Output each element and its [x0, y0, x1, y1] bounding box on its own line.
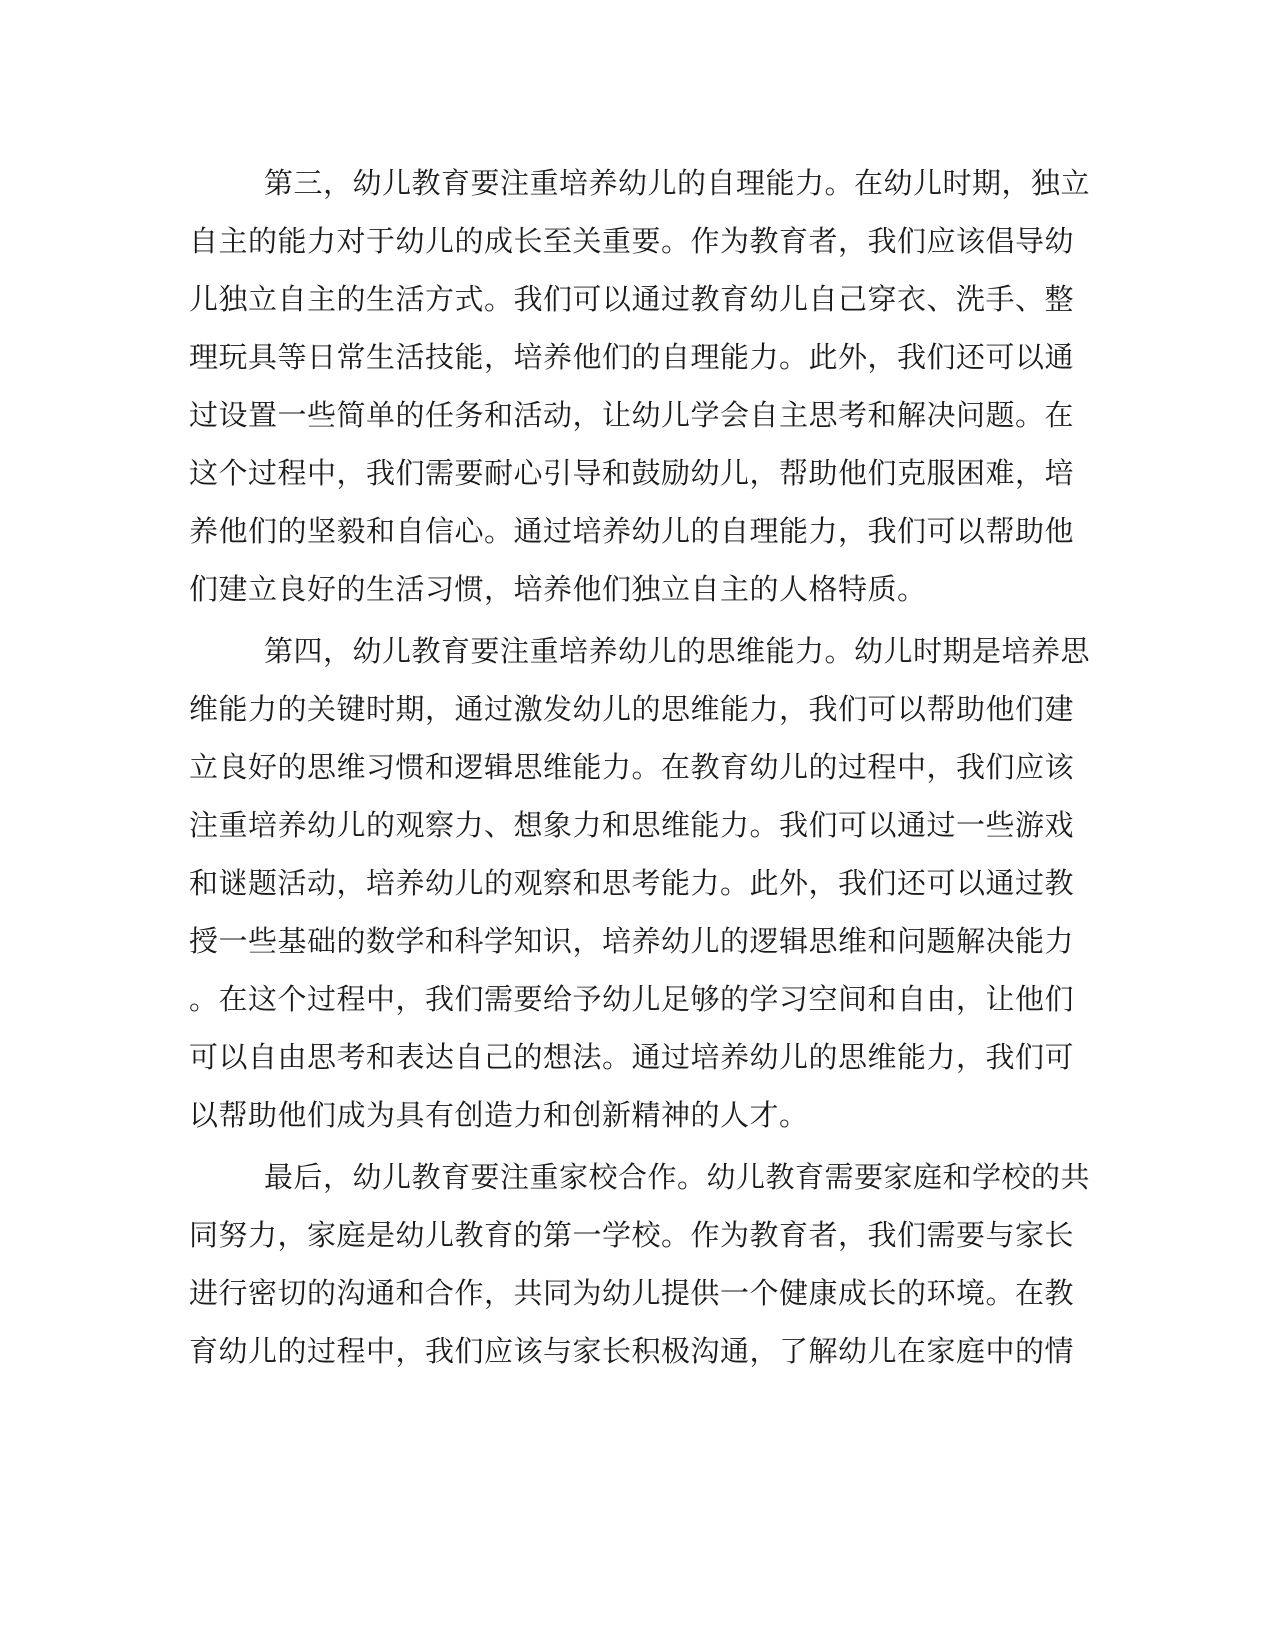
paragraph-2-line-9: 以帮助他们成为具有创造力和创新精神的人才。: [189, 1098, 809, 1132]
paragraph-2-line-6: 授一些基础的数学和科学知识，培养幼儿的逻辑思维和问题解决能力: [189, 924, 1075, 958]
paragraph-3-line-4: 育幼儿的过程中，我们应该与家长积极沟通，了解幼儿在家庭中的情: [189, 1334, 1075, 1368]
paragraph-2-line-8: 可以自由思考和表达自己的想法。通过培养幼儿的思维能力，我们可: [189, 1040, 1075, 1074]
paragraph-2-line-4: 注重培养幼儿的观察力、想象力和思维能力。我们可以通过一些游戏: [189, 808, 1075, 842]
paragraph-1-line-3: 儿独立自主的生活方式。我们可以通过教育幼儿自己穿衣、洗手、整: [189, 282, 1075, 316]
paragraph-3-line-3: 进行密切的沟通和合作，共同为幼儿提供一个健康成长的环境。在教: [189, 1276, 1075, 1310]
paragraph-1-line-6: 这个过程中，我们需要耐心引导和鼓励幼儿，帮助他们克服困难，培: [189, 456, 1075, 490]
paragraph-2-line-2: 维能力的关键时期，通过激发幼儿的思维能力，我们可以帮助他们建: [189, 692, 1075, 726]
paragraph-1-line-5: 过设置一些简单的任务和活动，让幼儿学会自主思考和解决问题。在: [189, 398, 1075, 432]
paragraph-1-line-4: 理玩具等日常生活技能，培养他们的自理能力。此外，我们还可以通: [189, 340, 1075, 374]
paragraph-1-line-2: 自主的能力对于幼儿的成长至关重要。作为教育者，我们应该倡导幼: [189, 224, 1075, 258]
paragraph-1-line-1: 第三，幼儿教育要注重培养幼儿的自理能力。在幼儿时期，独立: [264, 166, 1091, 200]
paragraph-2-line-5: 和谜题活动，培养幼儿的观察和思考能力。此外，我们还可以通过教: [189, 866, 1075, 900]
paragraph-3-line-1: 最后，幼儿教育要注重家校合作。幼儿教育需要家庭和学校的共: [264, 1160, 1091, 1194]
paragraph-3-line-2: 同努力，家庭是幼儿教育的第一学校。作为教育者，我们需要与家长: [189, 1218, 1075, 1252]
paragraph-1-line-8: 们建立良好的生活习惯，培养他们独立自主的人格特质。: [189, 572, 927, 606]
paragraph-2-line-1: 第四，幼儿教育要注重培养幼儿的思维能力。幼儿时期是培养思: [264, 634, 1091, 668]
paragraph-2-line-3: 立良好的思维习惯和逻辑思维能力。在教育幼儿的过程中，我们应该: [189, 750, 1075, 784]
paragraph-1-line-7: 养他们的坚毅和自信心。通过培养幼儿的自理能力，我们可以帮助他: [189, 514, 1075, 548]
paragraph-2-line-7: 。在这个过程中，我们需要给予幼儿足够的学习空间和自由，让他们: [189, 982, 1075, 1016]
